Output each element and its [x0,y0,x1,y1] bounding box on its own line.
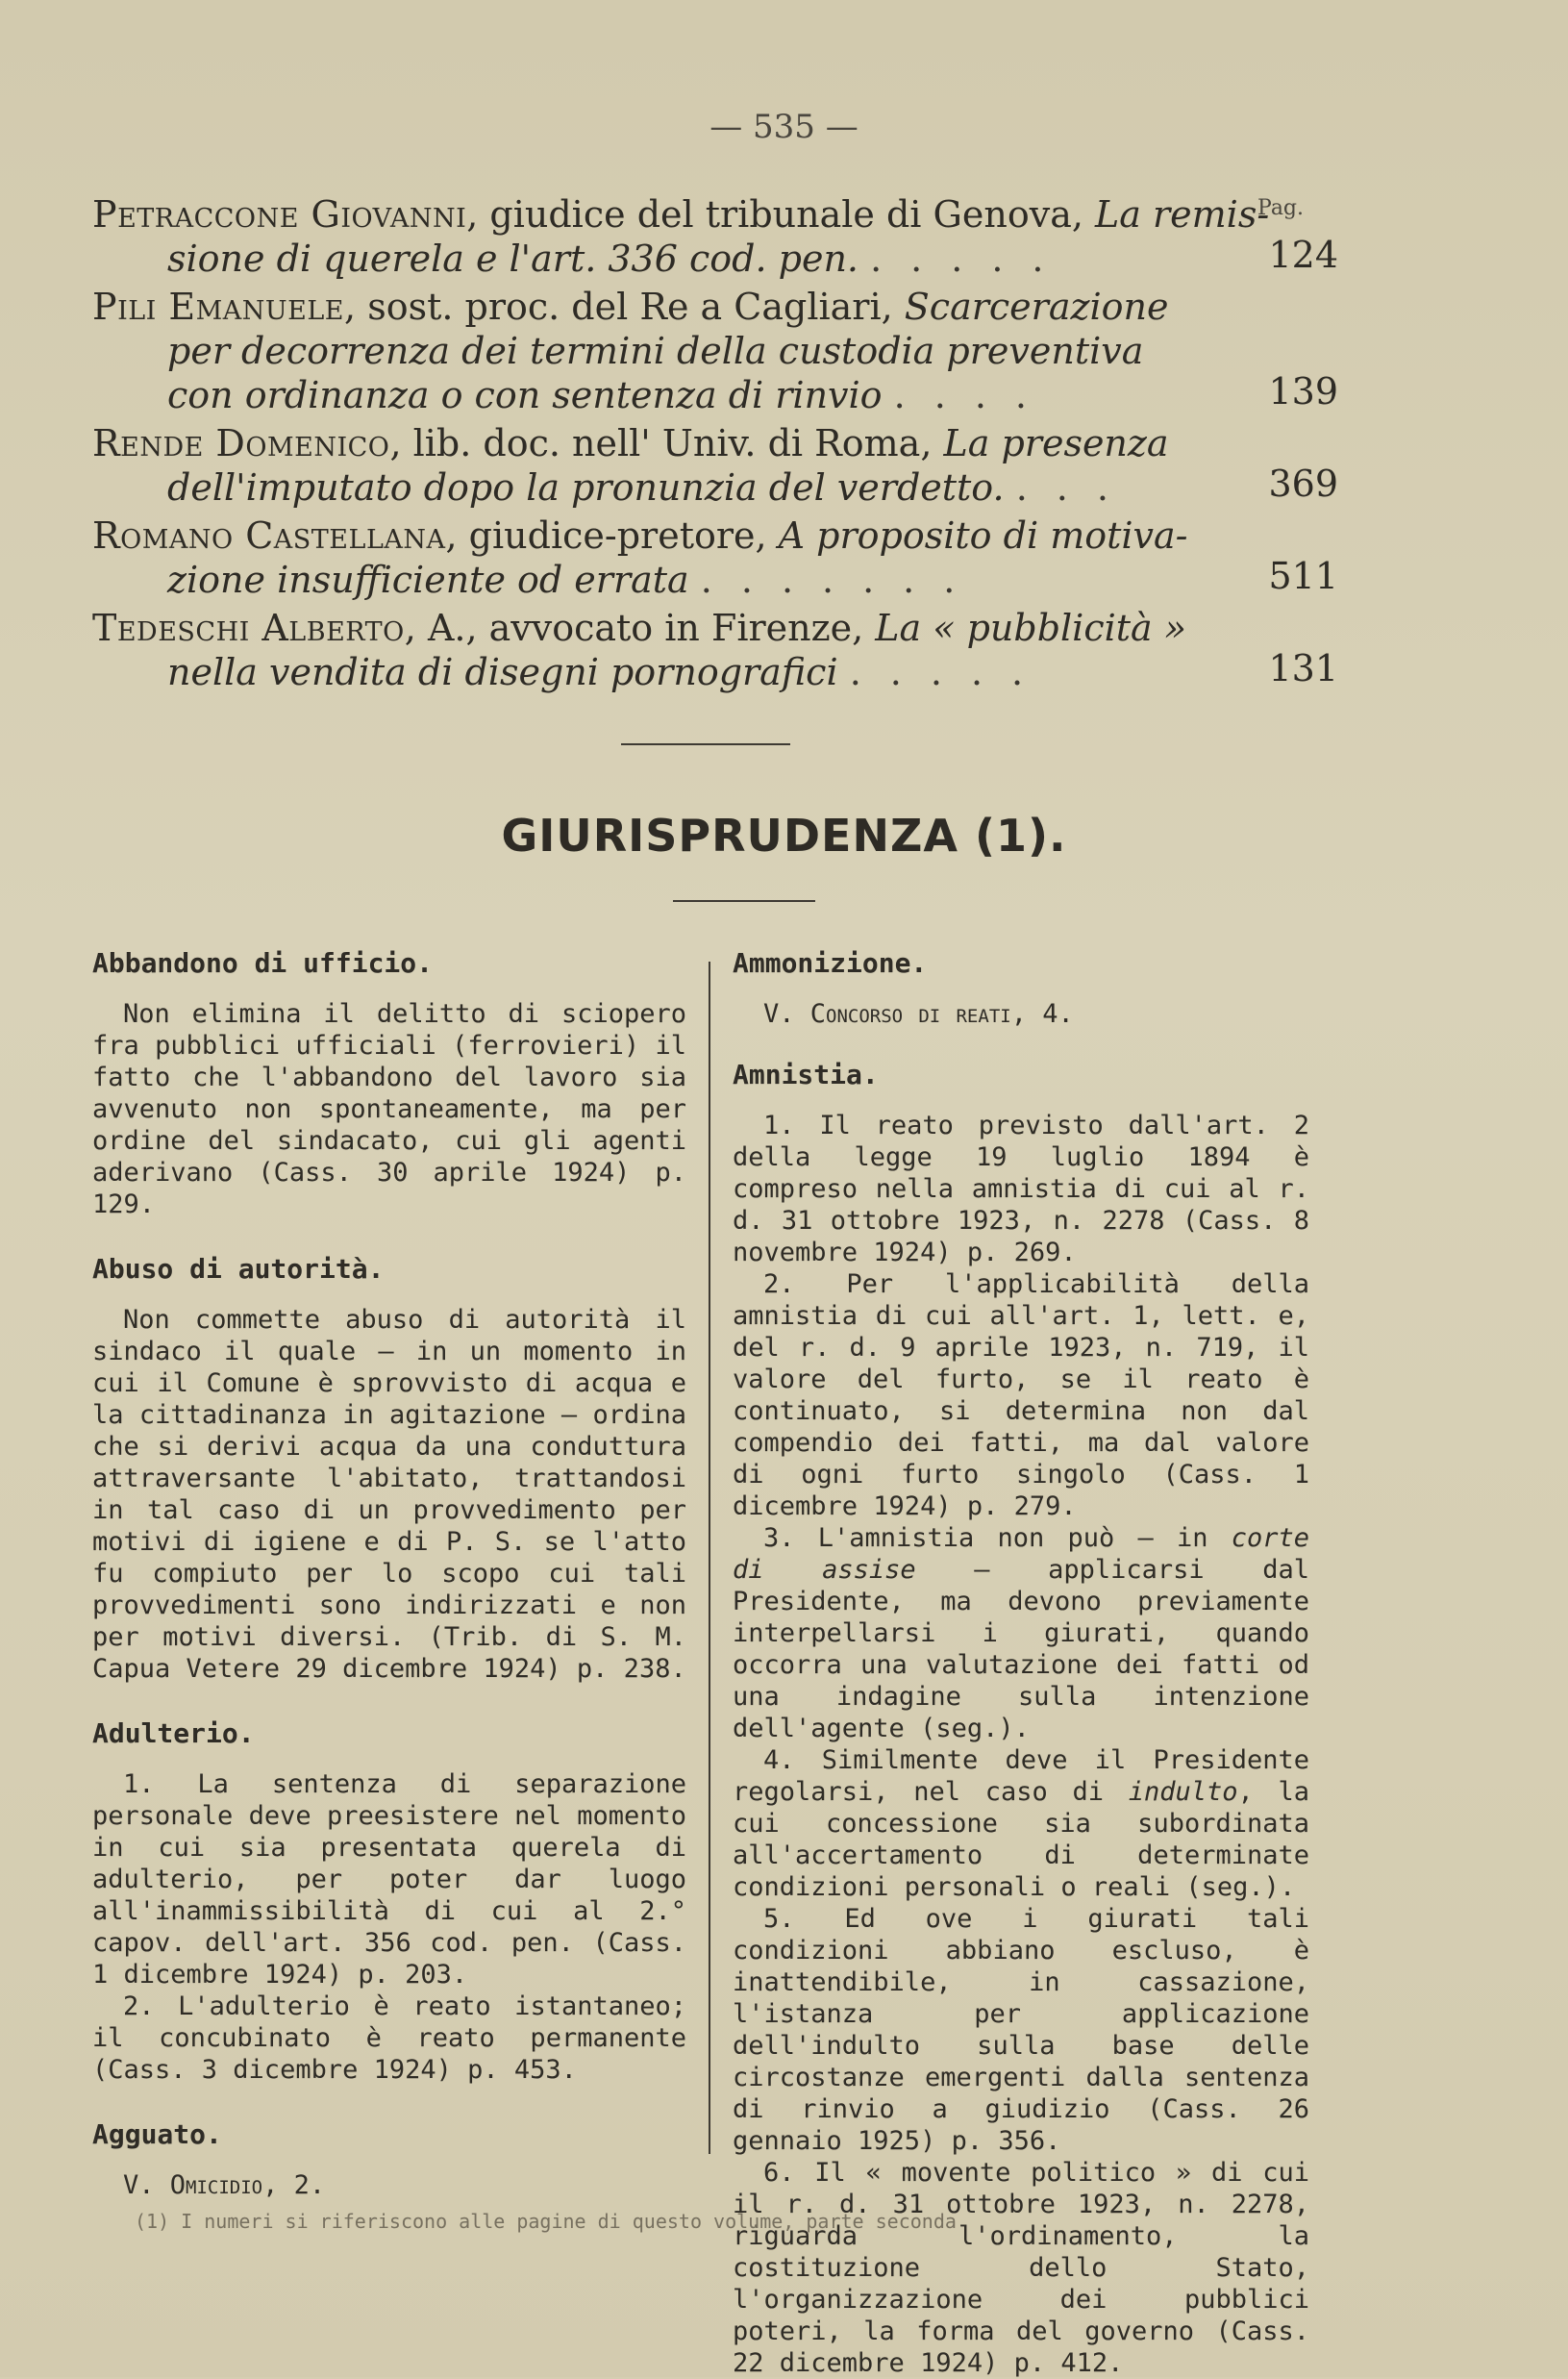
entry-item: 1. La sentenza di separazione personale deve preesistere nel momento in cui sia presentata querela di adulterio, per poter dar luogo all'inammissibilità di cui al 2.° capov. dell'art. 356 cod. pen. (Cass. 1 dicembre 1924) p. 203. [92,1769,686,1990]
leader-dots: ..... [849,651,1053,693]
entry-heading: Amnistia. [733,1059,879,1090]
author-entry [92,192,1338,281]
entry-item: 1. Il reato previsto dall'art. 2 della legge 19 luglio 1894 è compreso nella amnistia di cui al r. d. 31 ottobre 1923, n. 2278 (Cass. 8 novembre 1924) p. 269. [733,1111,1309,1267]
article-title: A proposito di motiva- [778,514,1188,557]
article-title-cont: dell'imputato dopo la pronunzia del verdetto. [167,466,1005,509]
entry-item: 6. Il « movente politico » di cui il r. d. 31 ottobre 1923, n. 2278, riguarda l'ordinamento, la costituzione dello Stato, l'organizzazione dei pubblici poteri, la forma del governo (Cass. 22 dicembre 1924) p. 412. [733,2158,1309,2378]
leader-dots: .... [893,374,1056,416]
entry-item: 3. L'amnistia non può — in corte di assise — applicarsi dal Presidente, ma devono previamente interpellarsi i giurati, quando occorra una valutazione dei fatti od una indagine sulla intenzione dell'agente (seg.). [733,1523,1309,1743]
entry-heading: Abbandono di ufficio. [92,947,434,979]
entry-heading: Adulterio. [92,1717,255,1749]
author-entry [92,285,1338,417]
author-affiliation: , giudice-pretore, [445,514,779,557]
cross-reference-target: Omicidio [169,2170,263,2200]
author-name: Romano Castellana [92,514,446,557]
article-title: La « pubblicità » [875,607,1187,649]
article-title: La presenza [943,422,1169,464]
right-column [733,947,1309,2379]
page-reference: 139 [1268,370,1338,413]
entry-text: Non commette abuso di autorità il sindaco il quale — in un momento in cui il Comune è sprovvisto di acqua e la cittadinanza in agitazione — ordina che si derivi acqua da una conduttura attraversante l'abitato, trattandosi in tal caso di un provvedimento per motivi di igiene e di P. S. se l'atto fu compiuto per lo scopo cui tali provvedimenti sono indirizzati e non per motivi diversi. (Trib. di S. M. Capua Vetere 29 dicembre 1924) p. 238. [92,1305,686,1684]
cross-reference: V. Concorso di reati, 4. [763,999,1074,1029]
article-title-cont: con ordinanza o con sentenza di rinvio [167,374,883,416]
author-entry [92,421,1338,510]
leader-dots: ..... [870,238,1073,280]
entry-item: 2. L'adulterio è reato istantaneo; il concubinato è reato permanente (Cass. 3 dicembre 1924) p. 453. [92,1991,686,2085]
leader-dots: ....... [700,559,984,601]
article-title-cont: nella vendita di disegni pornografici [167,651,838,693]
entry-item: 5. Ed ove i giurati tali condizioni abbiano escluso, è inattendibile, in cassazione, l'istanza per applicazione dell'indulto sulla base delle circostanze emergenti dalla sentenza di rinvio a giudizio (Cass. 26 gennaio 1925) p. 356. [733,1904,1309,2156]
entry-heading: Ammonizione. [733,947,928,979]
entry-item: 2. Per l'applicabilità della amnistia di cui all'art. 1, lett. e, del r. d. 9 aprile 1923, n. 719, il valore del furto, se il reato è continuato, si determina non dal compendio dei fatti, ma dal valore di ogni furto singolo (Cass. 1 dicembre 1924) p. 279. [733,1269,1309,1521]
entry-heading: Abuso di autorità. [92,1253,385,1285]
page-reference: 511 [1268,555,1338,597]
column-divider [709,962,710,2154]
author-affiliation: , giudice del tribunale di Genova, [466,193,1096,236]
pag-column-label: Pag. [1257,196,1305,220]
author-name: Pili Emanuele [92,286,345,328]
page-reference: 369 [1268,463,1338,505]
separator-rule [621,743,790,745]
author-name: Tedeschi Alberto [92,607,405,649]
entry-text: Non elimina il delitto di sciopero fra pubblici ufficiali (ferrovieri) il fatto che l'abbandono del lavoro sia avvenuto non spontaneamente, ma per ordine del sindacato, cui gli agenti aderivano (Cass. 30 aprile 1924) p. 129. [92,999,686,1219]
page-reference: 131 [1268,647,1338,689]
left-column [92,947,686,2230]
page-reference: 124 [1268,234,1338,276]
footnote: (1) I numeri si riferiscono alle pagine di questo volume, parte seconda [135,2210,957,2233]
article-title-cont: zione insufficiente od errata [167,559,689,601]
leader-dots: ... [1015,466,1137,509]
entry-heading: Agguato. [92,2118,222,2150]
author-affiliation: , sost. proc. del Re a Cagliari, [344,286,905,328]
entry-item: 4. Similmente deve il Presidente regolarsi, nel caso di indulto, la cui concessione sia subordinata all'accertamento di determinate condizioni personali o reali (seg.). [733,1745,1309,1902]
author-affiliation: , lib. doc. nell' Univ. di Roma, [389,422,944,464]
author-name: Rende Domenico [92,422,390,464]
cross-reference-target: Concorso di reati [809,999,1011,1029]
author-entry [92,513,1338,602]
author-name: Petraccone Giovanni [92,193,467,236]
section-title: GIURISPRUDENZA (1). [501,810,1067,862]
author-index [92,192,1338,698]
article-title-cont: sione di querela e l'art. 336 cod. pen. [167,238,859,280]
separator-rule [673,900,815,902]
author-entry [92,606,1338,694]
article-title: Scarcerazione [904,286,1169,328]
page-number: — 535 — [709,108,859,146]
article-title: La remis- [1095,193,1270,236]
cross-reference: V. Omicidio, 2. [123,2170,326,2200]
article-title-cont: per decorrenza dei termini della custodia preventiva [167,330,1144,372]
author-affiliation: , A., avvocato in Firenze, [404,607,876,649]
